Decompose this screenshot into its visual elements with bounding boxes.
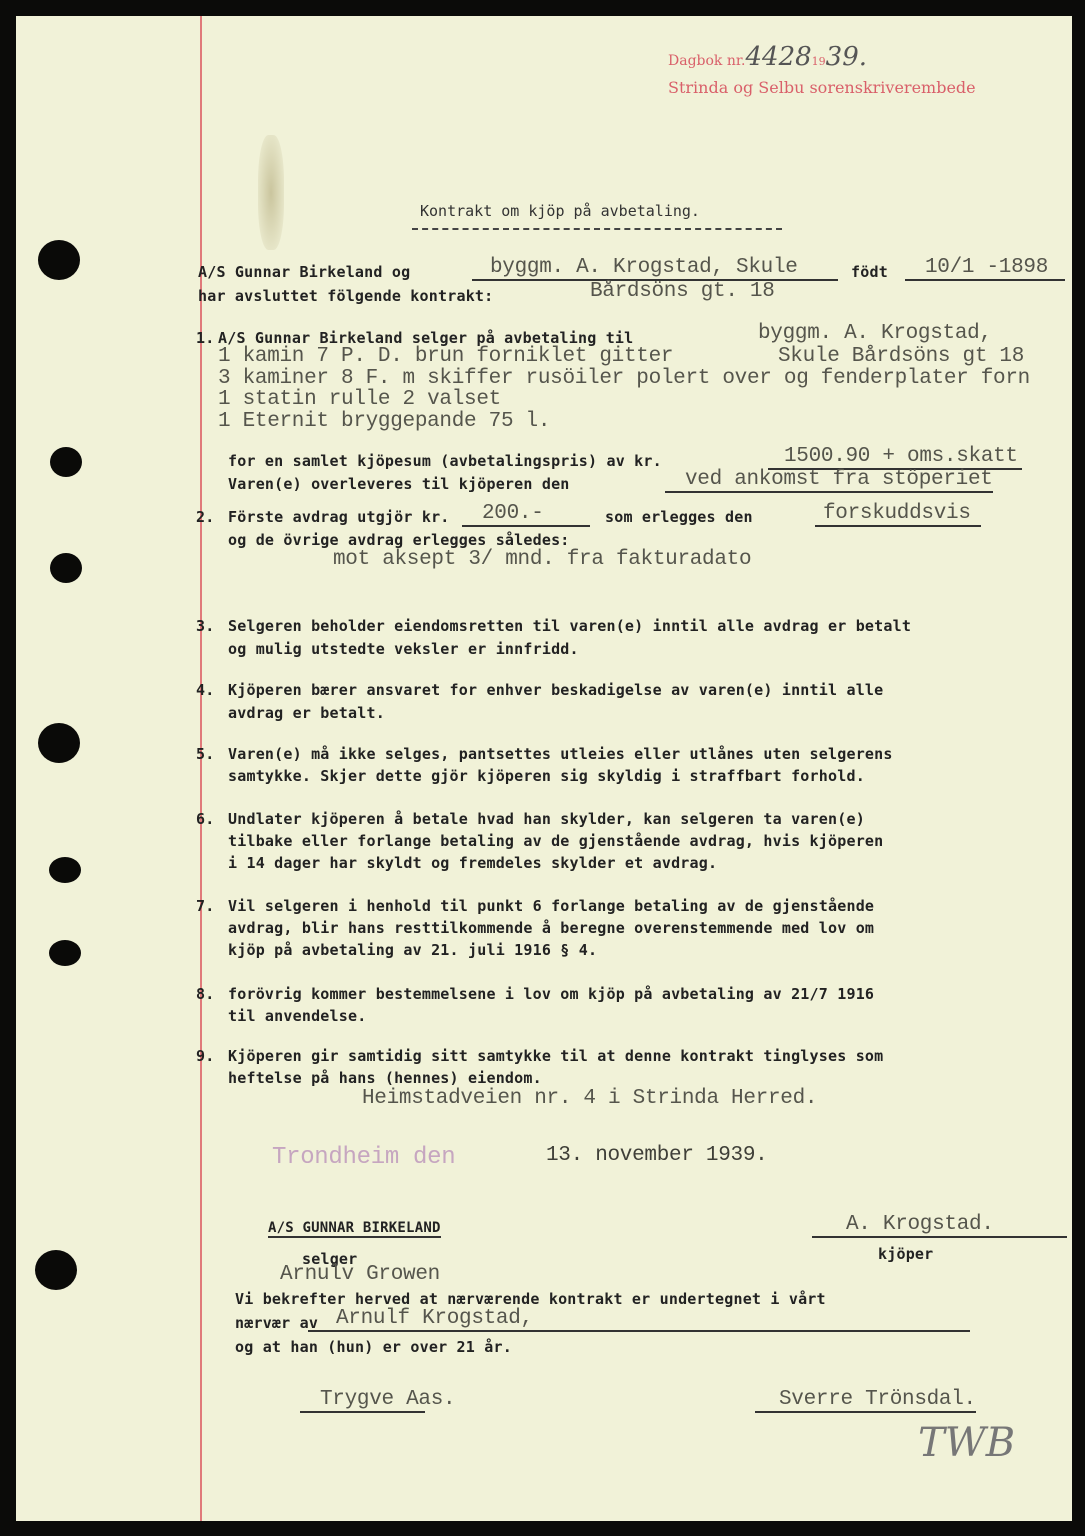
journal-stamp [668,42,867,72]
clause-9-line-1: Kjöperen gir samtidig sitt samtykke til at denne kontrakt tinglyses som [228,1047,884,1065]
dagbok-label: Dagbok nr. [668,53,746,69]
buyer-label: kjöper [878,1245,934,1263]
present-person-field: Arnulf Krogstad, [308,1307,970,1332]
item-4: 1 Eternit bryggepande 75 l. [218,410,551,433]
clause-7-line-1: Vil selgeren i henhold til punkt 6 forlange betaling av de gjenstående [228,897,875,915]
delivery-label: Varen(e) overleveres til kjöperen den [228,475,570,493]
dagbok-number: 4428 [745,42,812,72]
clause-2-number: 2. [196,508,215,526]
clause-7-line-3: kjöp på avbetaling av 21. juli 1916 § 4. [228,941,598,959]
buyer-signature: A. Krogstad. [812,1213,1067,1238]
margin-line [200,16,202,1521]
witness-line-2-prefix: nærvær av [235,1314,319,1332]
clause-7-line-2: avdrag, blir hans resttilkommende å beregne overenstemmende med lov om [228,919,875,937]
clause-5-number: 5. [196,745,215,763]
clause-1-number: 1. [196,329,215,347]
clause-5-line-2: samtykke. Skjer dette gjör kjöperen sig skyldig i straffbart forhold. [228,767,865,785]
punch-hole-icon [35,1250,77,1290]
punch-hole-icon [49,857,81,883]
clause-8-number: 8. [196,985,215,1003]
clause-4-number: 4. [196,681,215,699]
punch-hole-icon [38,723,80,763]
contract-date: 13. november 1939. [546,1144,768,1167]
punch-hole-icon [38,240,80,280]
delivery-field: ved ankomst fra stöperiet [665,468,993,493]
seller-intro: A/S Gunnar Birkeland og [198,263,411,281]
seller-label: selger [302,1250,358,1268]
price-label: for en samlet kjöpesum (avbetalingspris) av kr. [228,452,662,470]
clause-1-buyer: byggm. A. Krogstad, [758,322,992,345]
registrar-initials: TWB [918,1420,1016,1466]
clause-8-line-1: forövrig kommer bestemmelsene i lov om kjöp på avbetaling av 21/7 1916 [228,985,875,1003]
clause-1-address: Skule Bårdsöns gt 18 [778,345,1025,368]
price-field: 1500.90 + oms.skatt [768,445,1022,470]
clause-3-line-2: og mulig utstedte veksler er innfridd. [228,640,579,658]
clause-9-line-2: heftelse på hans (hennes) eiendom. [228,1069,542,1087]
clause-4-line-2: avdrag er betalt. [228,704,385,722]
first-payment-field: 200.- [462,502,590,527]
clause-6-line-3: i 14 dager har skyldt og fremdeles skylder et avdrag. [228,854,718,872]
witness-line-1: Vi bekrefter herved at nærværende kontrakt er undertegnet i vårt [235,1290,826,1308]
scanner-edge [1072,0,1085,1536]
payment-when-field: forskuddsvis [815,502,981,527]
punch-hole-icon [50,447,82,477]
place-label: Trondheim den [272,1144,456,1171]
punch-hole-icon [49,940,81,966]
buyer-address: Bårdsöns gt. 18 [590,280,775,303]
punch-hole-icon [50,553,82,583]
seller-signatory: Arnulv Growen [280,1263,440,1286]
clause-3-number: 3. [196,617,215,635]
clause-8-line-2: til anvendelse. [228,1007,367,1025]
item-2: 3 kaminer 8 F. m skiffer rusöiler polert over og fenderplater forn [218,367,1030,390]
clause-7-number: 7. [196,897,215,915]
property-address: Heimstadveien nr. 4 i Strinda Herred. [362,1087,818,1110]
clause-9-number: 9. [196,1047,215,1065]
year-suffix: 39. [825,42,868,72]
clause-2-text-a: Förste avdrag utgjör kr. [228,508,450,526]
contract-intro: har avsluttet fölgende kontrakt: [198,287,494,305]
office-stamp: Strinda og Selbu sorenskriverembede [668,78,976,97]
payment-terms: mot aksept 3/ mnd. fra fakturadato [333,548,752,571]
buyer-field: byggm. A. Krogstad, Skule [472,256,838,281]
clause-4-line-1: Kjöperen bærer ansvaret for enhver beskadigelse av varen(e) inntil alle [228,681,884,699]
born-label: födt [851,263,888,281]
item-3: 1 statin rulle 2 valset [218,388,501,411]
witness-2-signature: Sverre Trönsdal. [755,1388,976,1413]
seller-company-name: A/S GUNNAR BIRKELAND [268,1220,441,1236]
clause-2-line2: og de övrige avdrag erlegges således: [228,531,570,549]
clause-6-line-1: Undlater kjöperen å betale hvad han skylder, kan selgeren ta varen(e) [228,810,865,828]
born-date-field: 10/1 -1898 [905,256,1065,281]
page-title: Kontrakt om kjöp på avbetaling. [420,202,700,220]
paper-stain [258,135,284,250]
clause-6-number: 6. [196,810,215,828]
clause-2-text-b: som erlegges den [605,508,753,526]
witness-1-signature: Trygve Aas. [300,1388,425,1413]
clause-6-line-2: tilbake eller forlange betaling av de gjenstående avdrag, hvis kjöperen [228,832,884,850]
year-prefix: 19 [811,55,826,68]
clause-3-line-1: Selgeren beholder eiendomsretten til varen(e) inntil alle avdrag er betalt [228,617,912,635]
item-1: 1 kamin 7 P. D. brun forniklet gitter [218,345,674,368]
clause-1-text: A/S Gunnar Birkeland selger på avbetaling til [218,329,634,347]
title-underline [412,228,782,230]
witness-line-3: og at han (hun) er over 21 år. [235,1338,512,1356]
clause-5-line-1: Varen(e) må ikke selges, pantsettes utleies eller utlånes uten selgerens [228,745,893,763]
